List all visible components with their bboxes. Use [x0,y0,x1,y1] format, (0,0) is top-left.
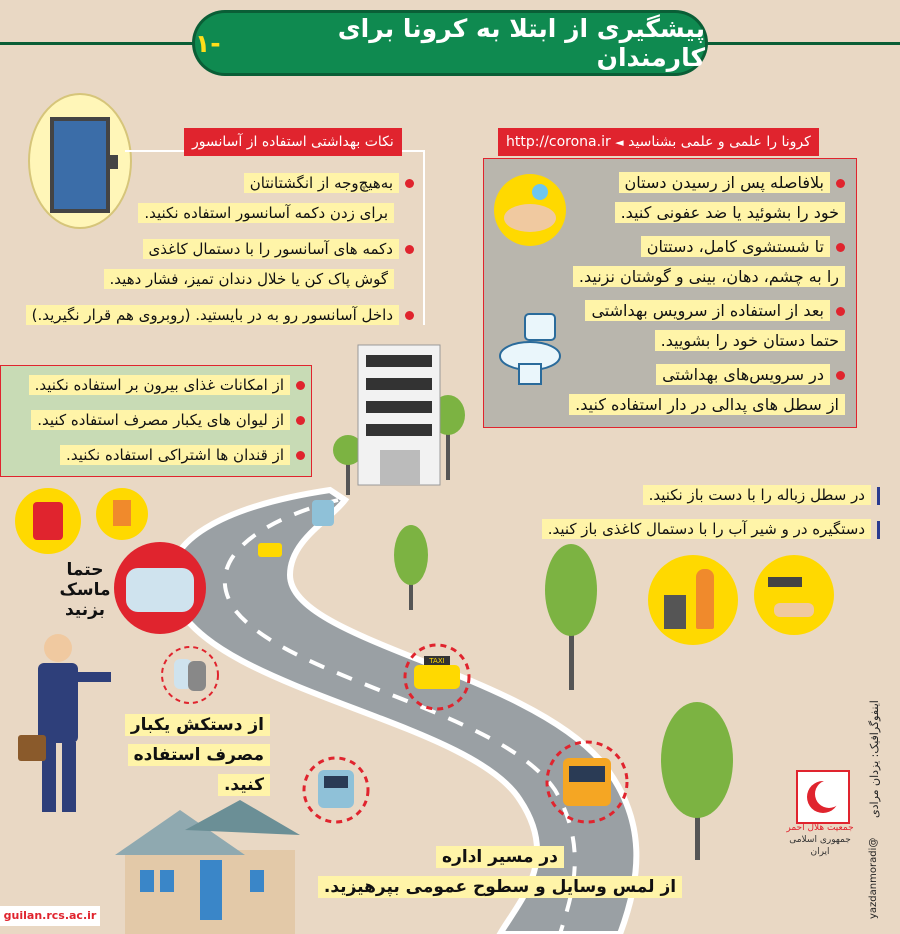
bullet-icon [836,243,845,252]
hygiene-item: بعد از استفاده از سرویس بهداشتی حتما دستان خود را بشویید. [565,296,845,356]
taxi-label: TAXI [429,657,445,665]
elevator-list [14,168,414,330]
title-rule [705,42,900,45]
toilet-icon [495,308,565,388]
red-crescent-logo [796,770,850,824]
bullet-icon [296,381,305,390]
handle-text: @yazdanmoradi [868,838,879,920]
elevator-item: دکمه های آسانسور را با دستمال کاغذی گوش پاک کن یا خلال دندان تمیز، فشار دهید. [14,234,414,294]
bullet-icon [836,307,845,316]
page-title [195,13,705,73]
hygiene-item: تا شستشوی کامل، دستتان را به چشم، دهان، بینی و گوشتان نزنید. [565,232,845,292]
bullet-icon [296,416,305,425]
connector-line [423,150,425,325]
trash-bin-icon [648,555,738,645]
corona-link[interactable]: کرونا را علمی و علمی بشناسید ◄ http://corona.ir [498,128,819,156]
bullet-icon [836,179,845,188]
arrow-left-icon: ◄ [615,136,624,149]
train-icon [312,500,334,526]
food-bag-icon [15,488,81,554]
cup-icon [96,488,148,540]
bullet-icon [405,311,414,320]
page-title-number: -۱ [195,28,221,58]
mask-text: حتما ماسک بزنید [59,560,111,620]
org-name: جمعیت هلال احمر جمهوری اسلامی ایران [786,823,854,857]
food-item: از امکانات غذای بیرون بر استفاده نکنید. [5,370,305,400]
hygiene-item: بلافاصله پس از رسیدن دستان خود را بشوئید یا ضد عفونی کنید. [565,168,845,228]
tree-icon [394,525,428,610]
bar-icon [877,487,880,505]
food-item: از قندان ها اشتراکی استفاده نکنید. [5,440,305,470]
faucet-icon [754,555,834,635]
site-label[interactable]: guilan.rcs.ac.ir [0,906,100,926]
elevator-item: داخل آسانسور رو به در بایستید. (روبروی هم قرار نگیرید.) [14,300,414,330]
credit-text: اینفوگرافیک: یزدان مرادی [868,700,881,818]
bar-icon [877,521,880,539]
handwash-icon [490,170,570,250]
train-icon [304,758,368,822]
elevator-tag: نکات بهداشتی استفاده از آسانسور [184,128,402,156]
title-rule [0,42,195,45]
page-title-text: پیشگیری از ابتلا به کرونا برای کارمندان [337,14,705,72]
house-icon [115,800,300,934]
bullet-icon [836,371,845,380]
hygiene-list [565,168,845,420]
gloves-text: از دستکش یکبار مصرف استفاده کنید. [110,710,270,800]
bullet-icon [296,451,305,460]
tree-icon [545,544,597,690]
building-icon [358,345,440,485]
commute-text: در مسیر اداره از لمس وسایل و سطوح عمومی بپرهیزید. [300,842,700,902]
bullet-icon [405,245,414,254]
trash-item: دستگیره در و شیر آب را با دستمال کاغذی باز کنید. [480,514,880,544]
hygiene-item: در سرویس‌های بهداشتی از سطل های پدالی در دار استفاده کنید. [565,360,845,420]
tree-icon [661,702,733,860]
mask-icon [114,542,206,634]
trash-list [480,480,880,544]
food-item: از لیوان های یکبار مصرف استفاده کنید. [5,405,305,435]
trash-item: در سطل زباله را با دست باز نکنید. [480,480,880,510]
bullet-icon [405,179,414,188]
taxi-icon [258,543,282,557]
businessman-icon [18,634,111,812]
elevator-item: به‌هیچ‌وجه از انگشتانتان برای زدن دکمه آسانسور استفاده نکنید. [14,168,414,228]
gloves-icon [160,645,220,705]
food-list [5,370,305,470]
